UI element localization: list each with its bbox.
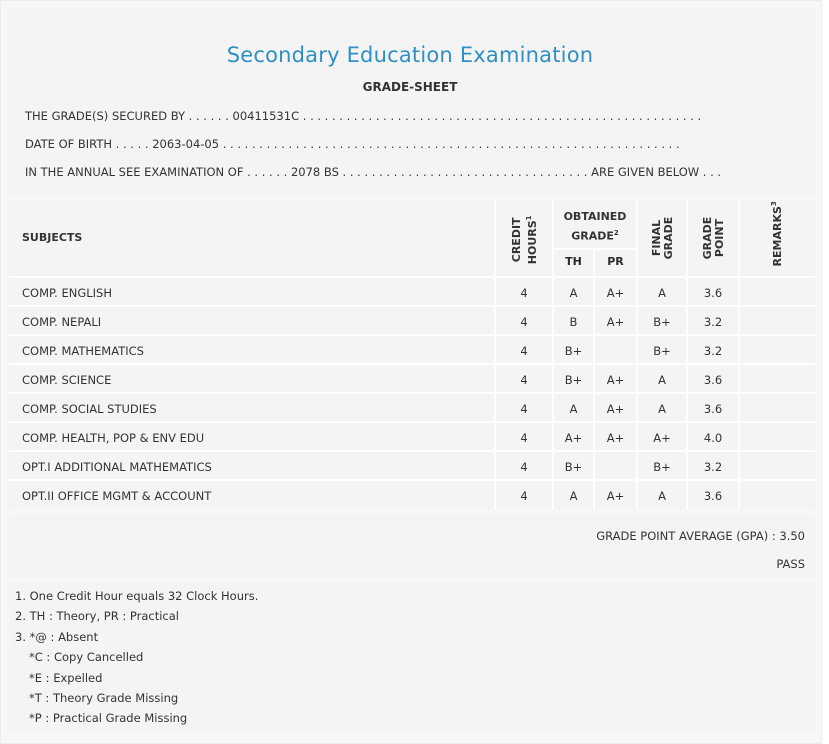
credit-cell: 4	[496, 452, 554, 481]
subject-cell: COMP. NEPALI	[9, 307, 496, 336]
header-final	[651, 202, 675, 274]
th-grade-cell: A+	[554, 423, 595, 452]
subject-cell: COMP. SOCIAL STUDIES	[9, 394, 496, 423]
footnote-3p: *P : Practical Grade Missing	[29, 711, 188, 725]
header-remarks-cell	[740, 200, 815, 276]
header-th: TH	[554, 248, 595, 276]
remarks-cell	[740, 278, 815, 307]
th-grade-cell: B	[554, 307, 595, 336]
footnote-1: 1. One Credit Hour equals 32 Clock Hours.	[15, 589, 259, 603]
table-header	[9, 200, 815, 276]
remarks-cell	[740, 394, 815, 423]
header-gp-line1: GRADE	[701, 216, 714, 260]
subject-cell: COMP. ENGLISH	[9, 278, 496, 307]
header-obtained-line2: GRADE	[571, 229, 614, 243]
subject-cell: COMP. HEALTH, POP & ENV EDU	[9, 423, 496, 452]
header-credit-cell	[496, 200, 554, 276]
header-credit-line2: HOURS	[525, 220, 539, 265]
footnotes	[9, 581, 815, 731]
subject-cell: OPT.II OFFICE MGMT & ACCOUNT	[9, 481, 496, 510]
grade-point-cell: 3.6	[688, 365, 740, 394]
header-obtained-sup: 2	[613, 229, 619, 237]
page-title: Secondary Education Examination	[226, 43, 594, 67]
header-gp	[702, 202, 726, 274]
header-remarks-sup: 3	[770, 201, 779, 207]
th-grade-cell: A	[554, 394, 595, 423]
credit-cell: 4	[496, 278, 554, 307]
credit-cell: 4	[496, 423, 554, 452]
header-subjects: SUBJECTS	[22, 231, 83, 244]
dob-line: DATE OF BIRTH . . . . . 2063-04-05 . . . . . . . . . . . . . . . . . . . . . . . . . . . . . . . . . . . . . . . . . . . . . . . . . . . . . . . . . . . . . . .	[25, 137, 680, 151]
table-row	[9, 421, 815, 452]
header-remarks	[768, 196, 784, 272]
pr-grade-cell: A+	[595, 307, 638, 336]
pr-grade-cell	[595, 336, 638, 365]
table-row	[9, 276, 815, 307]
grade-point-cell: 4.0	[688, 423, 740, 452]
final-grade-cell: A	[638, 365, 688, 394]
secured-by-line: THE GRADE(S) SECURED BY . . . . . . 00411531C . . . . . . . . . . . . . . . . . . . . . . . . . . . . . . . . . . . . . . . . . . . . . . . . . . . . . . .	[25, 109, 702, 123]
header-credit-line1: CREDIT	[510, 217, 524, 263]
header-remarks-label: REMARKS	[770, 206, 784, 267]
page-subtitle: GRADE-SHEET	[362, 80, 458, 94]
header-gp-line2: POINT	[713, 218, 726, 258]
pr-grade-cell	[595, 452, 638, 481]
table-row	[9, 479, 815, 510]
subject-cell: OPT.I ADDITIONAL MATHEMATICS	[9, 452, 496, 481]
remarks-cell	[740, 481, 815, 510]
remarks-cell	[740, 307, 815, 336]
credit-cell: 4	[496, 365, 554, 394]
final-grade-cell: A	[638, 278, 688, 307]
grade-point-cell: 3.2	[688, 452, 740, 481]
summary-panel	[9, 515, 815, 577]
remarks-cell	[740, 336, 815, 365]
grade-point-cell: 3.6	[688, 481, 740, 510]
pr-grade-cell: A+	[595, 481, 638, 510]
subject-cell: COMP. SCIENCE	[9, 365, 496, 394]
grade-point-cell: 3.2	[688, 336, 740, 365]
th-grade-cell: A	[554, 481, 595, 510]
final-grade-cell: B+	[638, 452, 688, 481]
pr-grade-cell: A+	[595, 394, 638, 423]
header-obtained	[554, 208, 636, 245]
subject-cell: COMP. MATHEMATICS	[9, 336, 496, 365]
header-obtained-cell	[554, 200, 638, 276]
credit-cell: 4	[496, 394, 554, 423]
header-final-line2: GRADE	[662, 216, 675, 260]
table-row	[9, 363, 815, 394]
grade-point-cell: 3.6	[688, 278, 740, 307]
th-grade-cell: B+	[554, 365, 595, 394]
grade-point-cell: 3.6	[688, 394, 740, 423]
result-status: PASS	[776, 557, 805, 571]
pr-grade-cell: A+	[595, 423, 638, 452]
table-row	[9, 334, 815, 365]
final-grade-cell: B+	[638, 336, 688, 365]
credit-cell: 4	[496, 336, 554, 365]
remarks-cell	[740, 423, 815, 452]
exam-line: IN THE ANNUAL SEE EXAMINATION OF . . . . . . 2078 BS . . . . . . . . . . . . . . . . . . . . . . . . . . . . . . . . . . ARE GIVEN BELOW . . .	[25, 165, 722, 179]
footnote-3e: *E : Expelled	[29, 671, 103, 685]
pr-grade-cell: A+	[595, 278, 638, 307]
final-grade-cell: A+	[638, 423, 688, 452]
th-grade-cell: A	[554, 278, 595, 307]
th-grade-cell: B+	[554, 452, 595, 481]
remarks-cell	[740, 365, 815, 394]
final-grade-cell: A	[638, 394, 688, 423]
grade-point-cell: 3.2	[688, 307, 740, 336]
header-obtained-line1: OBTAINED	[563, 210, 627, 223]
credit-cell: 4	[496, 307, 554, 336]
credit-cell: 4	[496, 481, 554, 510]
header-final-cell	[638, 200, 688, 276]
final-grade-cell: A	[638, 481, 688, 510]
footnote-3t: *T : Theory Grade Missing	[29, 691, 179, 705]
table-row	[9, 392, 815, 423]
header-gp-cell	[688, 200, 740, 276]
header-subjects-cell	[9, 200, 496, 276]
footnote-3c: *C : Copy Cancelled	[29, 650, 144, 664]
header-credit-sup: 1	[525, 215, 534, 221]
table-row	[9, 450, 815, 481]
remarks-cell	[740, 452, 815, 481]
footnote-3: 3. *@ : Absent	[15, 630, 99, 644]
pr-grade-cell: A+	[595, 365, 638, 394]
header-pr: PR	[595, 248, 636, 276]
table-row	[9, 305, 815, 336]
header-credit	[511, 204, 539, 276]
footnote-2: 2. TH : Theory, PR : Practical	[15, 609, 179, 623]
final-grade-cell: B+	[638, 307, 688, 336]
th-grade-cell: B+	[554, 336, 595, 365]
header-final-line1: FINAL	[650, 219, 663, 257]
gpa-value: GRADE POINT AVERAGE (GPA) : 3.50	[596, 529, 805, 543]
